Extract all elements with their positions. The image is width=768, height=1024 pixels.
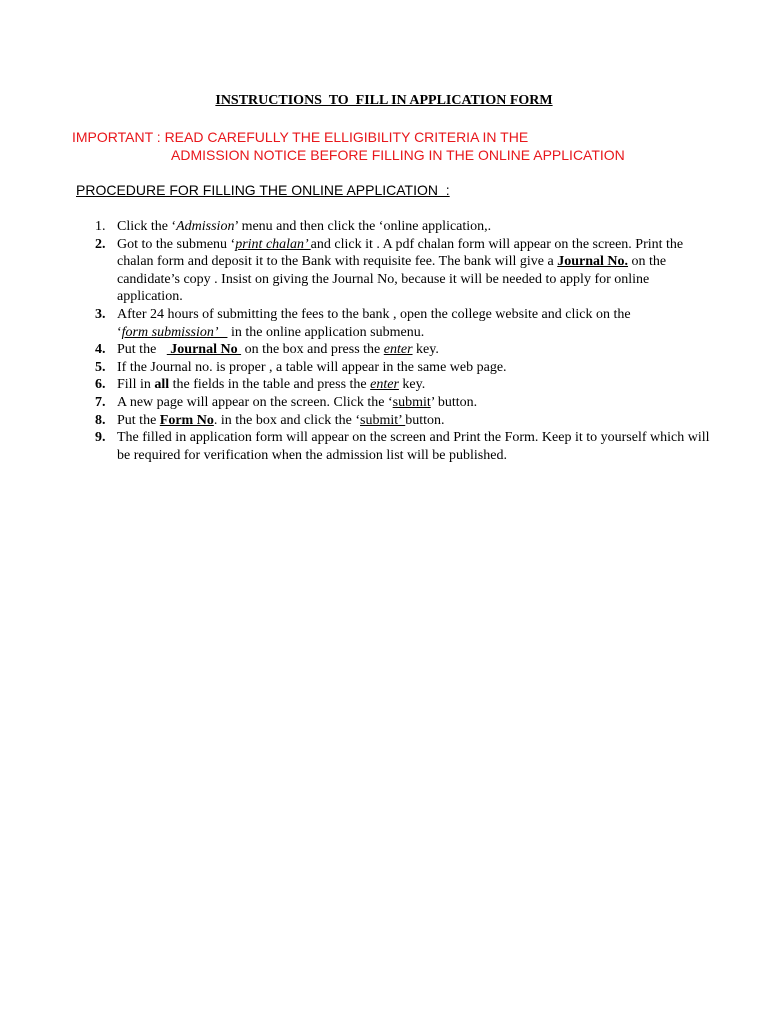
step-emphasis: Journal No. bbox=[557, 254, 629, 270]
important-notice-line-1: IMPORTANT : READ CAREFULLY THE ELLIGIBILITY CRITERIA IN THE bbox=[72, 129, 529, 145]
step-text: key. bbox=[398, 377, 426, 393]
step-text: in the online application submenu. bbox=[227, 324, 425, 340]
step-text: the fields in the table and press the bbox=[169, 377, 371, 393]
step-text: A new page will appear on the screen. Click the ‘ bbox=[117, 394, 393, 410]
step-text: After 24 hours of submitting the fees to the bank , open the college website and click on the ‘ bbox=[117, 306, 631, 340]
step-text: If the Journal no. is proper , a table will appear in the same web page. bbox=[117, 359, 507, 375]
step-number: 9. bbox=[95, 430, 106, 446]
step-number: 1. bbox=[95, 219, 106, 234]
step-text: Put the bbox=[117, 412, 160, 428]
step-text: Got to the submenu ‘ bbox=[117, 236, 236, 252]
step-number: 5. bbox=[95, 359, 106, 375]
step-item bbox=[95, 394, 715, 412]
step-emphasis: all bbox=[154, 377, 170, 393]
step-number: 6. bbox=[95, 377, 106, 393]
step-item bbox=[95, 376, 715, 394]
step-item bbox=[95, 218, 715, 236]
step-emphasis: enter bbox=[383, 342, 413, 358]
step-text: . in the box and click the ‘ bbox=[213, 412, 361, 428]
step-emphasis: Form No bbox=[159, 412, 214, 428]
step-text: and click it . A pdf chalan form will appear on the screen. Print the chalan form and deposit it to the Bank with requisite fee. The bank will give a bbox=[117, 236, 684, 270]
step-text: on the box and press the bbox=[241, 342, 384, 358]
step-item bbox=[95, 359, 715, 377]
step-text: The filled in application form will appear on the screen and Print the Form. Keep it to yourself which will be required for verification when the admission list will be published. bbox=[117, 430, 710, 463]
step-text: Click the ‘ bbox=[117, 219, 177, 234]
step-emphasis: enter bbox=[370, 377, 399, 393]
step-number: 8. bbox=[95, 412, 106, 428]
step-item bbox=[95, 412, 715, 430]
step-emphasis: Journal No bbox=[166, 342, 242, 358]
step-emphasis: print chalan’ bbox=[235, 236, 311, 252]
step-item bbox=[95, 306, 715, 341]
step-text: key. bbox=[412, 342, 439, 358]
step-emphasis: Admission bbox=[176, 219, 235, 234]
important-notice-line-2: ADMISSION NOTICE BEFORE FILLING IN THE ONLINE APPLICATION bbox=[171, 147, 625, 163]
step-text: ’ button. bbox=[430, 394, 478, 410]
step-number: 7. bbox=[95, 394, 106, 410]
step-text: Put the bbox=[117, 342, 167, 358]
step-number: 4. bbox=[95, 342, 106, 358]
step-item bbox=[95, 236, 715, 306]
step-number: 3. bbox=[95, 306, 106, 322]
procedure-heading: PROCEDURE FOR FILLING THE ONLINE APPLICATION : bbox=[76, 182, 450, 198]
step-text: button. bbox=[405, 412, 445, 428]
step-emphasis: submit’ bbox=[360, 412, 406, 428]
page-title: INSTRUCTIONS TO FILL IN APPLICATION FORM bbox=[215, 93, 553, 108]
step-text: on the candidate’s copy . Insist on giving the Journal No, because it will be needed to apply for online application. bbox=[117, 254, 667, 305]
step-text: ’ menu and then click the ‘online application,. bbox=[234, 219, 492, 234]
step-emphasis: submit bbox=[392, 394, 431, 410]
steps-list bbox=[95, 218, 715, 464]
step-item bbox=[95, 429, 715, 464]
step-emphasis: form submission’ bbox=[121, 324, 228, 340]
step-text: Fill in bbox=[117, 377, 155, 393]
step-number: 2. bbox=[95, 236, 106, 252]
step-item bbox=[95, 341, 715, 359]
